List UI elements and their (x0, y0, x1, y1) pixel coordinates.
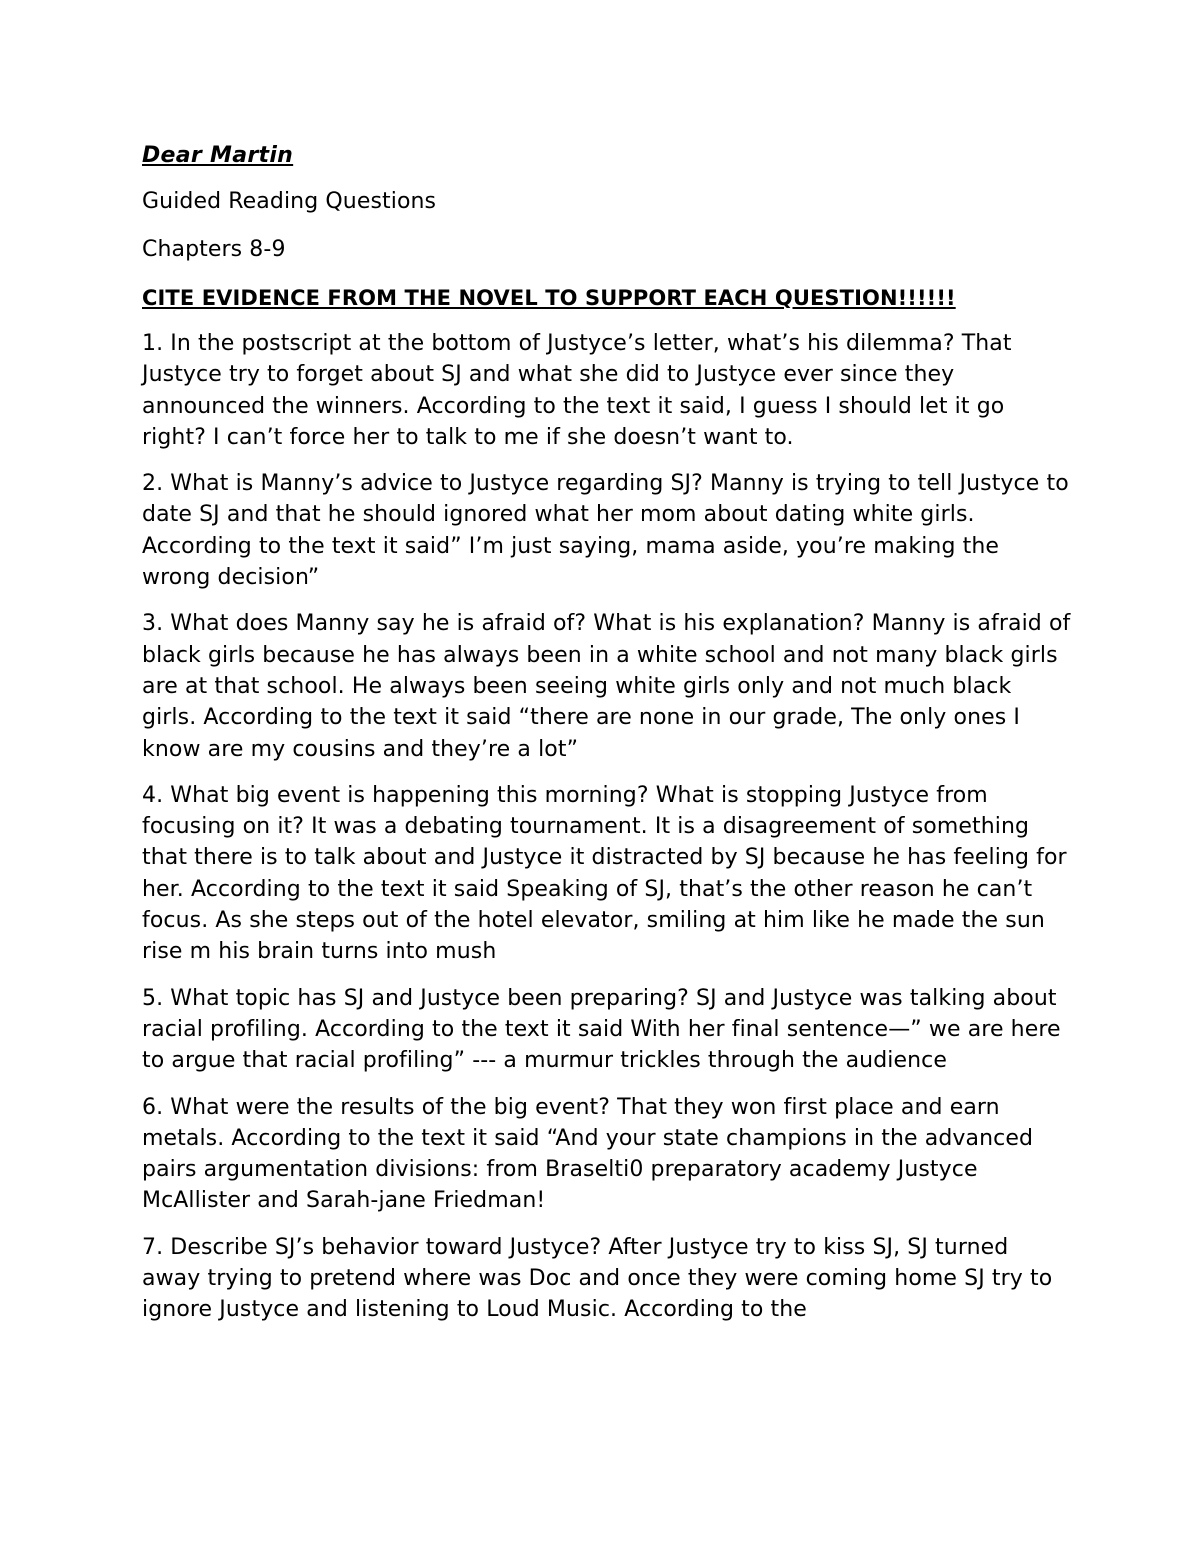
instruction-heading: CITE EVIDENCE FROM THE NOVEL TO SUPPORT EACH QUESTION!!!!!! (142, 286, 956, 310)
question-7: 7. Describe SJ’s behavior toward Justyce? After Justyce try to kiss SJ, SJ turned away trying to pretend where was Doc and once they were coming home SJ try to ignore Justyce and listening to Loud Music. According to the (142, 1234, 1053, 1323)
question-4: 4. What big event is happening this morning? What is stopping Justyce from focusing on it? It was a debating tournament. It is a disagreement of something that there is to talk about and Justyce it distracted by SJ because he has feeling for her. According to the text it said Speaking of SJ, that’s the other reason he can’t focus. As she steps out of the hotel elevator, smiling at him like he made the sun rise m his brain turns into mush (142, 782, 1067, 965)
document-title: Dear Martin (142, 143, 294, 168)
question-2: 2. What is Manny’s advice to Justyce regarding SJ? Manny is trying to tell Justyce to date SJ and that he should ignored what her mom about dating white girls. According to the text it said” I’m just saying, mama aside, you’re making the wrong decision” (142, 471, 1069, 591)
question-5: 5. What topic has SJ and Justyce been preparing? SJ and Justyce was talking about racial profiling. According to the text it said With her final sentence—” we are here to argue that racial profiling” --- a murmur trickles through the audience (142, 985, 1061, 1074)
document-subtitle: Guided Reading Questions (142, 189, 437, 214)
document-body (142, 140, 1072, 1341)
question-6: 6. What were the results of the big event? That they won first place and earn metals. According to the text it said “And your state champions in the advanced pairs argumentation divisions: from Braselti0 preparatory academy Justyce McAllister and Sarah-jane Friedman! (142, 1094, 1034, 1214)
chapters-label: Chapters 8-9 (142, 237, 286, 262)
question-3: 3. What does Manny say he is afraid of? What is his explanation? Manny is afraid of black girls because he has always been in a white school and not many black girls are at that school. He always been seeing white girls only and not much black girls. According to the text it said “there are none in our grade, The only ones I know are my cousins and they’re a lot” (142, 611, 1071, 762)
question-1: 1. In the postscript at the bottom of Justyce’s letter, what’s his dilemma? That Justyce try to forget about SJ and what she did to Justyce ever since they announced the winners. According to the text it said, I guess I should let it go right? I can’t force her to talk to me if she doesn’t want to. (142, 331, 1012, 450)
